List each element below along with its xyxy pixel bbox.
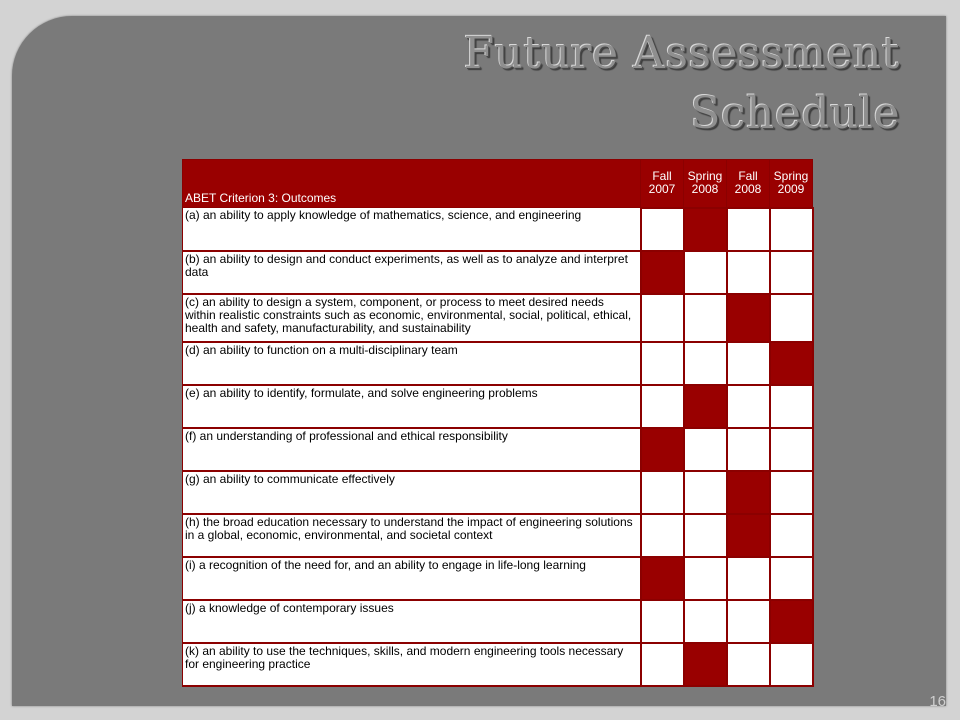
empty-cell — [770, 385, 813, 428]
assessment-schedule-table-wrap — [182, 159, 812, 687]
scheduled-cell — [641, 557, 684, 600]
assessment-schedule-table — [182, 159, 814, 687]
empty-cell — [727, 600, 770, 643]
term-year: 2009 — [777, 182, 805, 197]
term-season: Fall — [738, 169, 758, 184]
empty-cell — [727, 557, 770, 600]
outcome-text: (j) a knowledge of contemporary issues — [183, 600, 641, 643]
empty-cell — [684, 600, 727, 643]
table-row — [183, 428, 813, 471]
empty-cell — [641, 342, 684, 385]
empty-cell — [727, 251, 770, 294]
term-header — [684, 160, 727, 208]
page-number: 16 — [929, 693, 946, 710]
outcome-text: (a) an ability to apply knowledge of mathematics, science, and engineering — [183, 208, 641, 251]
term-header — [727, 160, 770, 208]
empty-cell — [727, 385, 770, 428]
table-row — [183, 208, 813, 251]
scheduled-cell — [727, 294, 770, 342]
scheduled-cell — [684, 385, 727, 428]
scheduled-cell — [641, 251, 684, 294]
empty-cell — [727, 428, 770, 471]
empty-cell — [684, 342, 727, 385]
table-row — [183, 600, 813, 643]
empty-cell — [727, 208, 770, 251]
empty-cell — [641, 514, 684, 557]
empty-cell — [641, 471, 684, 514]
empty-cell — [770, 208, 813, 251]
scheduled-cell — [684, 643, 727, 686]
term-year: 2008 — [691, 182, 719, 197]
outcome-text: (d) an ability to function on a multi-disciplinary team — [183, 342, 641, 385]
empty-cell — [727, 342, 770, 385]
outcome-text: (b) an ability to design and conduct experiments, as well as to analyze and interpret data — [183, 251, 641, 294]
scheduled-cell — [770, 600, 813, 643]
term-year: 2007 — [648, 182, 676, 197]
term-header — [770, 160, 813, 208]
term-season: Spring — [773, 169, 809, 184]
scheduled-cell — [684, 208, 727, 251]
table-row — [183, 294, 813, 342]
schedule-body — [183, 208, 813, 686]
empty-cell — [770, 514, 813, 557]
empty-cell — [770, 428, 813, 471]
scheduled-cell — [727, 514, 770, 557]
outcome-column-header: ABET Criterion 3: Outcomes — [183, 160, 641, 208]
empty-cell — [770, 471, 813, 514]
empty-cell — [727, 643, 770, 686]
empty-cell — [641, 385, 684, 428]
empty-cell — [641, 643, 684, 686]
scheduled-cell — [641, 428, 684, 471]
table-row — [183, 342, 813, 385]
scheduled-cell — [727, 471, 770, 514]
slide-title-line-1: Future Assessment — [463, 28, 900, 79]
empty-cell — [641, 294, 684, 342]
empty-cell — [684, 514, 727, 557]
term-year: 2008 — [734, 182, 762, 197]
term-header — [641, 160, 684, 208]
outcome-text: (e) an ability to identify, formulate, and solve engineering problems — [183, 385, 641, 428]
empty-cell — [684, 428, 727, 471]
empty-cell — [641, 600, 684, 643]
empty-cell — [770, 643, 813, 686]
empty-cell — [641, 208, 684, 251]
table-row — [183, 385, 813, 428]
table-header-row — [183, 160, 813, 208]
slide-title — [260, 24, 900, 144]
table-row — [183, 557, 813, 600]
table-row — [183, 643, 813, 686]
outcome-text: (f) an understanding of professional and ethical responsibility — [183, 428, 641, 471]
term-season: Fall — [652, 169, 672, 184]
empty-cell — [684, 294, 727, 342]
table-row — [183, 471, 813, 514]
outcome-text: (h) the broad education necessary to understand the impact of engineering solutions in a global, economic, environmental, and societal context — [183, 514, 641, 557]
empty-cell — [770, 294, 813, 342]
empty-cell — [770, 251, 813, 294]
outcome-text: (i) a recognition of the need for, and an ability to engage in life-long learning — [183, 557, 641, 600]
term-season: Spring — [687, 169, 723, 184]
slide-title-line-2: Schedule — [690, 88, 900, 139]
table-row — [183, 514, 813, 557]
empty-cell — [770, 557, 813, 600]
scheduled-cell — [770, 342, 813, 385]
empty-cell — [684, 557, 727, 600]
table-row — [183, 251, 813, 294]
empty-cell — [684, 471, 727, 514]
empty-cell — [684, 251, 727, 294]
outcome-text: (g) an ability to communicate effectively — [183, 471, 641, 514]
outcome-text: (c) an ability to design a system, component, or process to meet desired needs within realistic constraints such as economic, environmental, social, political, ethical, health and safety, manufacturability, and sustainability — [183, 294, 641, 342]
outcome-text: (k) an ability to use the techniques, skills, and modern engineering tools necessary for engineering practice — [183, 643, 641, 686]
